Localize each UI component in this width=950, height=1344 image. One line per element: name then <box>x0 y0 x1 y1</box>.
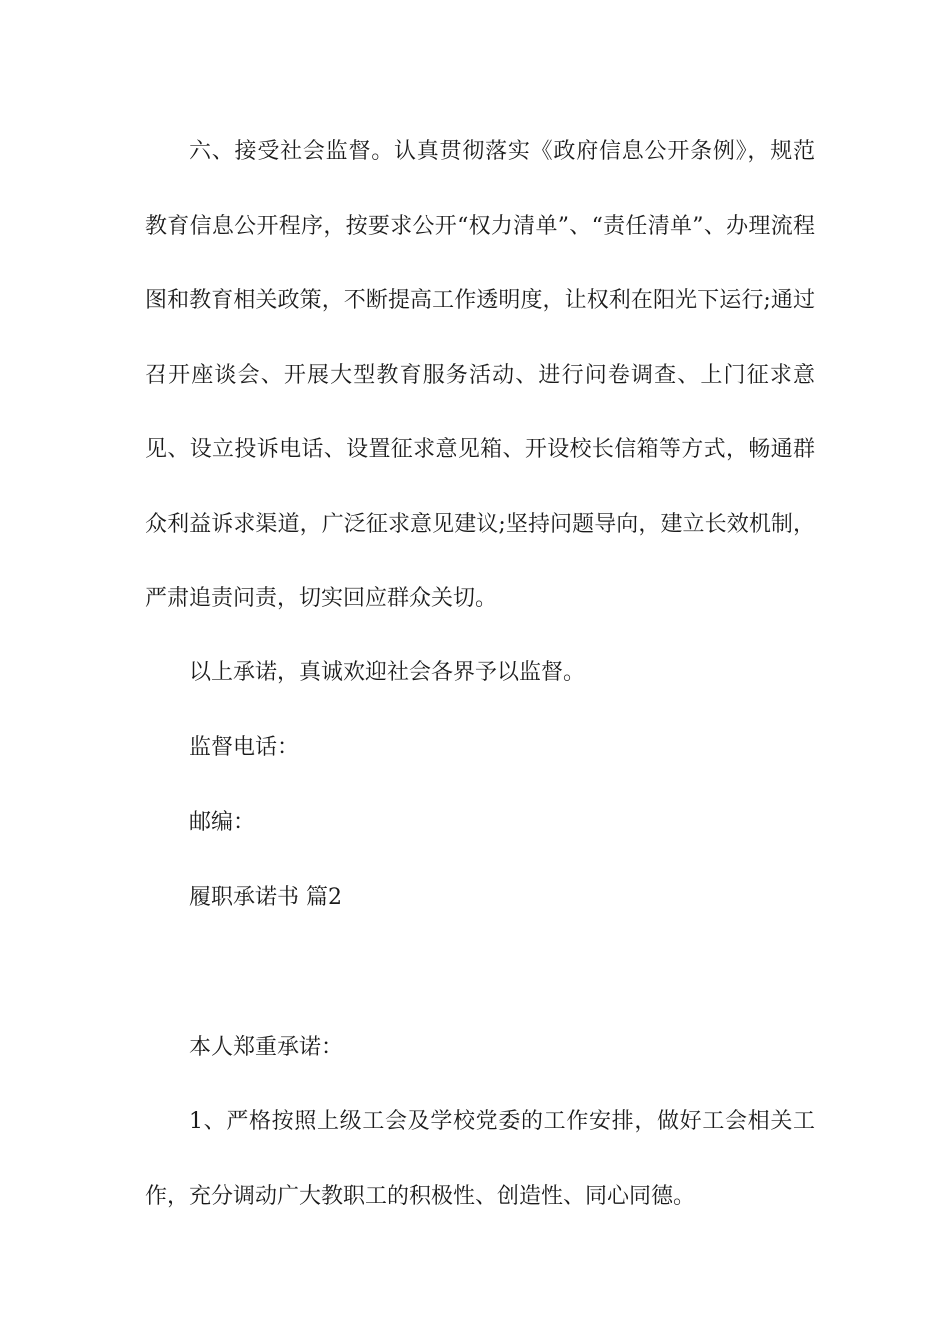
paragraph-welcome-supervision: 以上承诺，真诚欢迎社会各界予以监督。 <box>189 660 586 685</box>
solemn-pledge-line: 本人郑重承诺： <box>189 1035 344 1060</box>
paragraph-social-supervision: 六、接受社会监督。认真贯彻落实《政府信息公开条例》，规范教育信息公开程序，按要求公开“权力清单”、“责任清单”、办理流程图和教育相关政策，不断提高工作透明度，让权利在阳光下运行;通过召开座谈会、开展大型教育服务活动、进行问卷调查、上门征求意见、设立投诉电话、设置征求意见箱、开设校长信箱等方式，畅通群众利益诉求渠道，广泛征求意见建议;坚持问题导向，建立长效机制，严肃追责问责，切实回应群众关切。 <box>145 139 815 611</box>
supervision-phone-label: 监督电话： <box>189 735 300 760</box>
section-heading-part-2: 履职承诺书 篇2 <box>189 885 342 910</box>
postcode-label: 邮编： <box>189 810 256 835</box>
paragraph-pledge-item-1: 1、严格按照上级工会及学校党委的工作安排，做好工会相关工作，充分调动广大教职工的积极性、创造性、同心同德。 <box>145 1109 815 1209</box>
